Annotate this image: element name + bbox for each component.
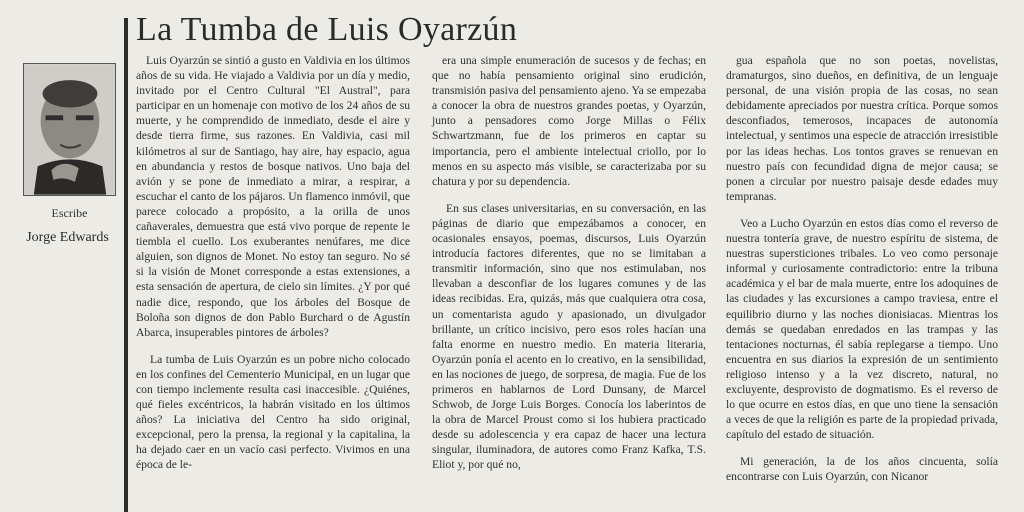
column-rule <box>124 18 128 512</box>
article-column-1 <box>136 53 410 485</box>
author-portrait-image <box>24 64 115 195</box>
author-photo <box>23 63 116 196</box>
paragraph: gua española que no son poetas, novelistas, dramaturgos, sino dueños, en definitiva, de un lenguaje personal, de una visión propia de las cosas, no sean debidamente apreciados por nuestra crítica. Porque somos desconfiados, temerosos, incapaces de autonomía intelectual, y sentimos una especie de atracción irresistible por las ideas hechas. Los tontos graves se renuevan en nuestro país con fecundidad digna de mejor causa; se ponen a circular por nuestro paisaje desde edades muy tempranas. <box>726 54 998 203</box>
article-column-2 <box>432 53 706 485</box>
paragraph: La tumba de Luis Oyarzún es un pobre nicho colocado en los confines del Cementerio Municipal, en un lugar que con tiempo inclemente resulta casi inaccesible. ¿Quiénes, qué fieles excéntricos, la habrán visitado en los últimos años? La iniciativa del Centro ha sido original, excepcional, pero la prensa, la regional y la capitalina, la ha dejado caer en un vacío casi perfecto. Vivimos en una época de le- <box>136 352 410 472</box>
byline-author: Jorge Edwards <box>26 230 109 245</box>
article-title: La Tumba de Luis Oyarzún <box>136 11 518 48</box>
article-column-3 <box>726 53 998 497</box>
paragraph: Mi generación, la de los años cincuenta, solía encontrarse con Luis Oyarzún, con Nicanor <box>726 455 998 484</box>
paragraph: era una simple enumeración de sucesos y de fechas; en que no había pensamiento original sino erudición, transmisión pasiva del pensamiento ajeno. Ya se empezaba a conocer la obra de nuestros grandes poetas, y Oyarzún, junto a pensadores como Jorge Millas o Félix Schwartzmann, fue de los primeros en captar su importancia, pero el ambiente intelectual criollo, por lo menos en su aspecto más visible, se caracterizaba por su chatura y por su dependencia. <box>432 54 706 188</box>
paragraph: Luis Oyarzún se sintió a gusto en Valdivia en los últimos años de su vida. He viajado a Valdivia por un día y medio, invitado por el Centro Cultural "El Austral", para participar en un homenaje con motivo de los 24 años de su muerte, y he comprendido de inmediato, desde el aire y desde tierra firme, sus razones. En Valdivia, casi mil kilómetros al sur de Santiago, hay aire, hay espacio, agua en abundancia y restos de bosque nativos. Uno baja del avión y se pone de inmediato a mirar, a respirar, a escuchar el canto de los pájaros. Un flamenco inmóvil, que parece colocado a propósito, a la orilla de unos cañaverales, demuestra que está vivo porque de repente le tiembla el cuello. Los exuberantes nenúfares, me dice alguien, son dignos de Monet. No estoy tan seguro. No sé si la visión de Monet corresponde a estas extensiones, a esta sensación de apertura, de cielo sin límites. ¿Y por qué nadie dice, respondo, que los árboles del Bosque de Boloña son dignos de don Pablo Burchard o de Agustín Abarca, insuperables pintores de árboles? <box>136 54 410 339</box>
byline-label: Escribe <box>51 206 88 220</box>
paragraph: Veo a Lucho Oyarzún en estos días como el reverso de nuestra tontería grave, de nuestro espíritu de sistema, de nuestras supersticiones tribales. Lo veo como personaje informal y curiosamente contradictorio: entre la tribuna académica y el bar de mala muerte, entre los adoquines de las ciudades y las excursiones a campo traviesa, entre el equilibrio diurno y las noches dionisiacas. Mientras los demás se quedaban enredados en las trampas y las tentaciones nocturnas, él sabía replegarse a tiempo. Uno encuentra en sus diarios la expresión de un sentimiento religioso intenso y a la vez discreto, natural, no excluyente, desprovisto de dogmatismo. Es el reverso de lo que ocurre en estos días, en que uno tiene la sensación a veces de que la religión es parte de la propiedad privada, capítulo del estado de situación. <box>726 216 998 442</box>
paragraph: En sus clases universitarias, en su conversación, en las páginas de diario que empezábamos a conocer, en ocasionales ensayos, poemas, discursos, Luis Oyarzún introducía factores diferentes, que no se limitaban a transmitir información, sino que nos estimulaban, nos llevaban a desconfiar de los lugares comunes y de las ideas recibidas. Era, quizás, más que cualquiera otra cosa, un comentarista agudo y apasionado, un divulgador brillante, un crítico incisivo, pero esos roles hacían una falta enorme en nuestro medio. En materia literaria, Oyarzún ponía el acento en lo creativo, en la sensibilidad, en las nociones de juego, de sorpresa, de magia. Fue de los primeros en hablarnos de Lord Dunsany, de Marcel Schwob, de Jorge Luis Borges. Conocía los laberintos de la obra de Marcel Proust como si los hubiera practicado desde su adolescencia y era capaz de hacer una lectura singular, iluminadora, de autores como Franz Kafka, T.S. Eliot y, por qué no, <box>432 201 706 472</box>
